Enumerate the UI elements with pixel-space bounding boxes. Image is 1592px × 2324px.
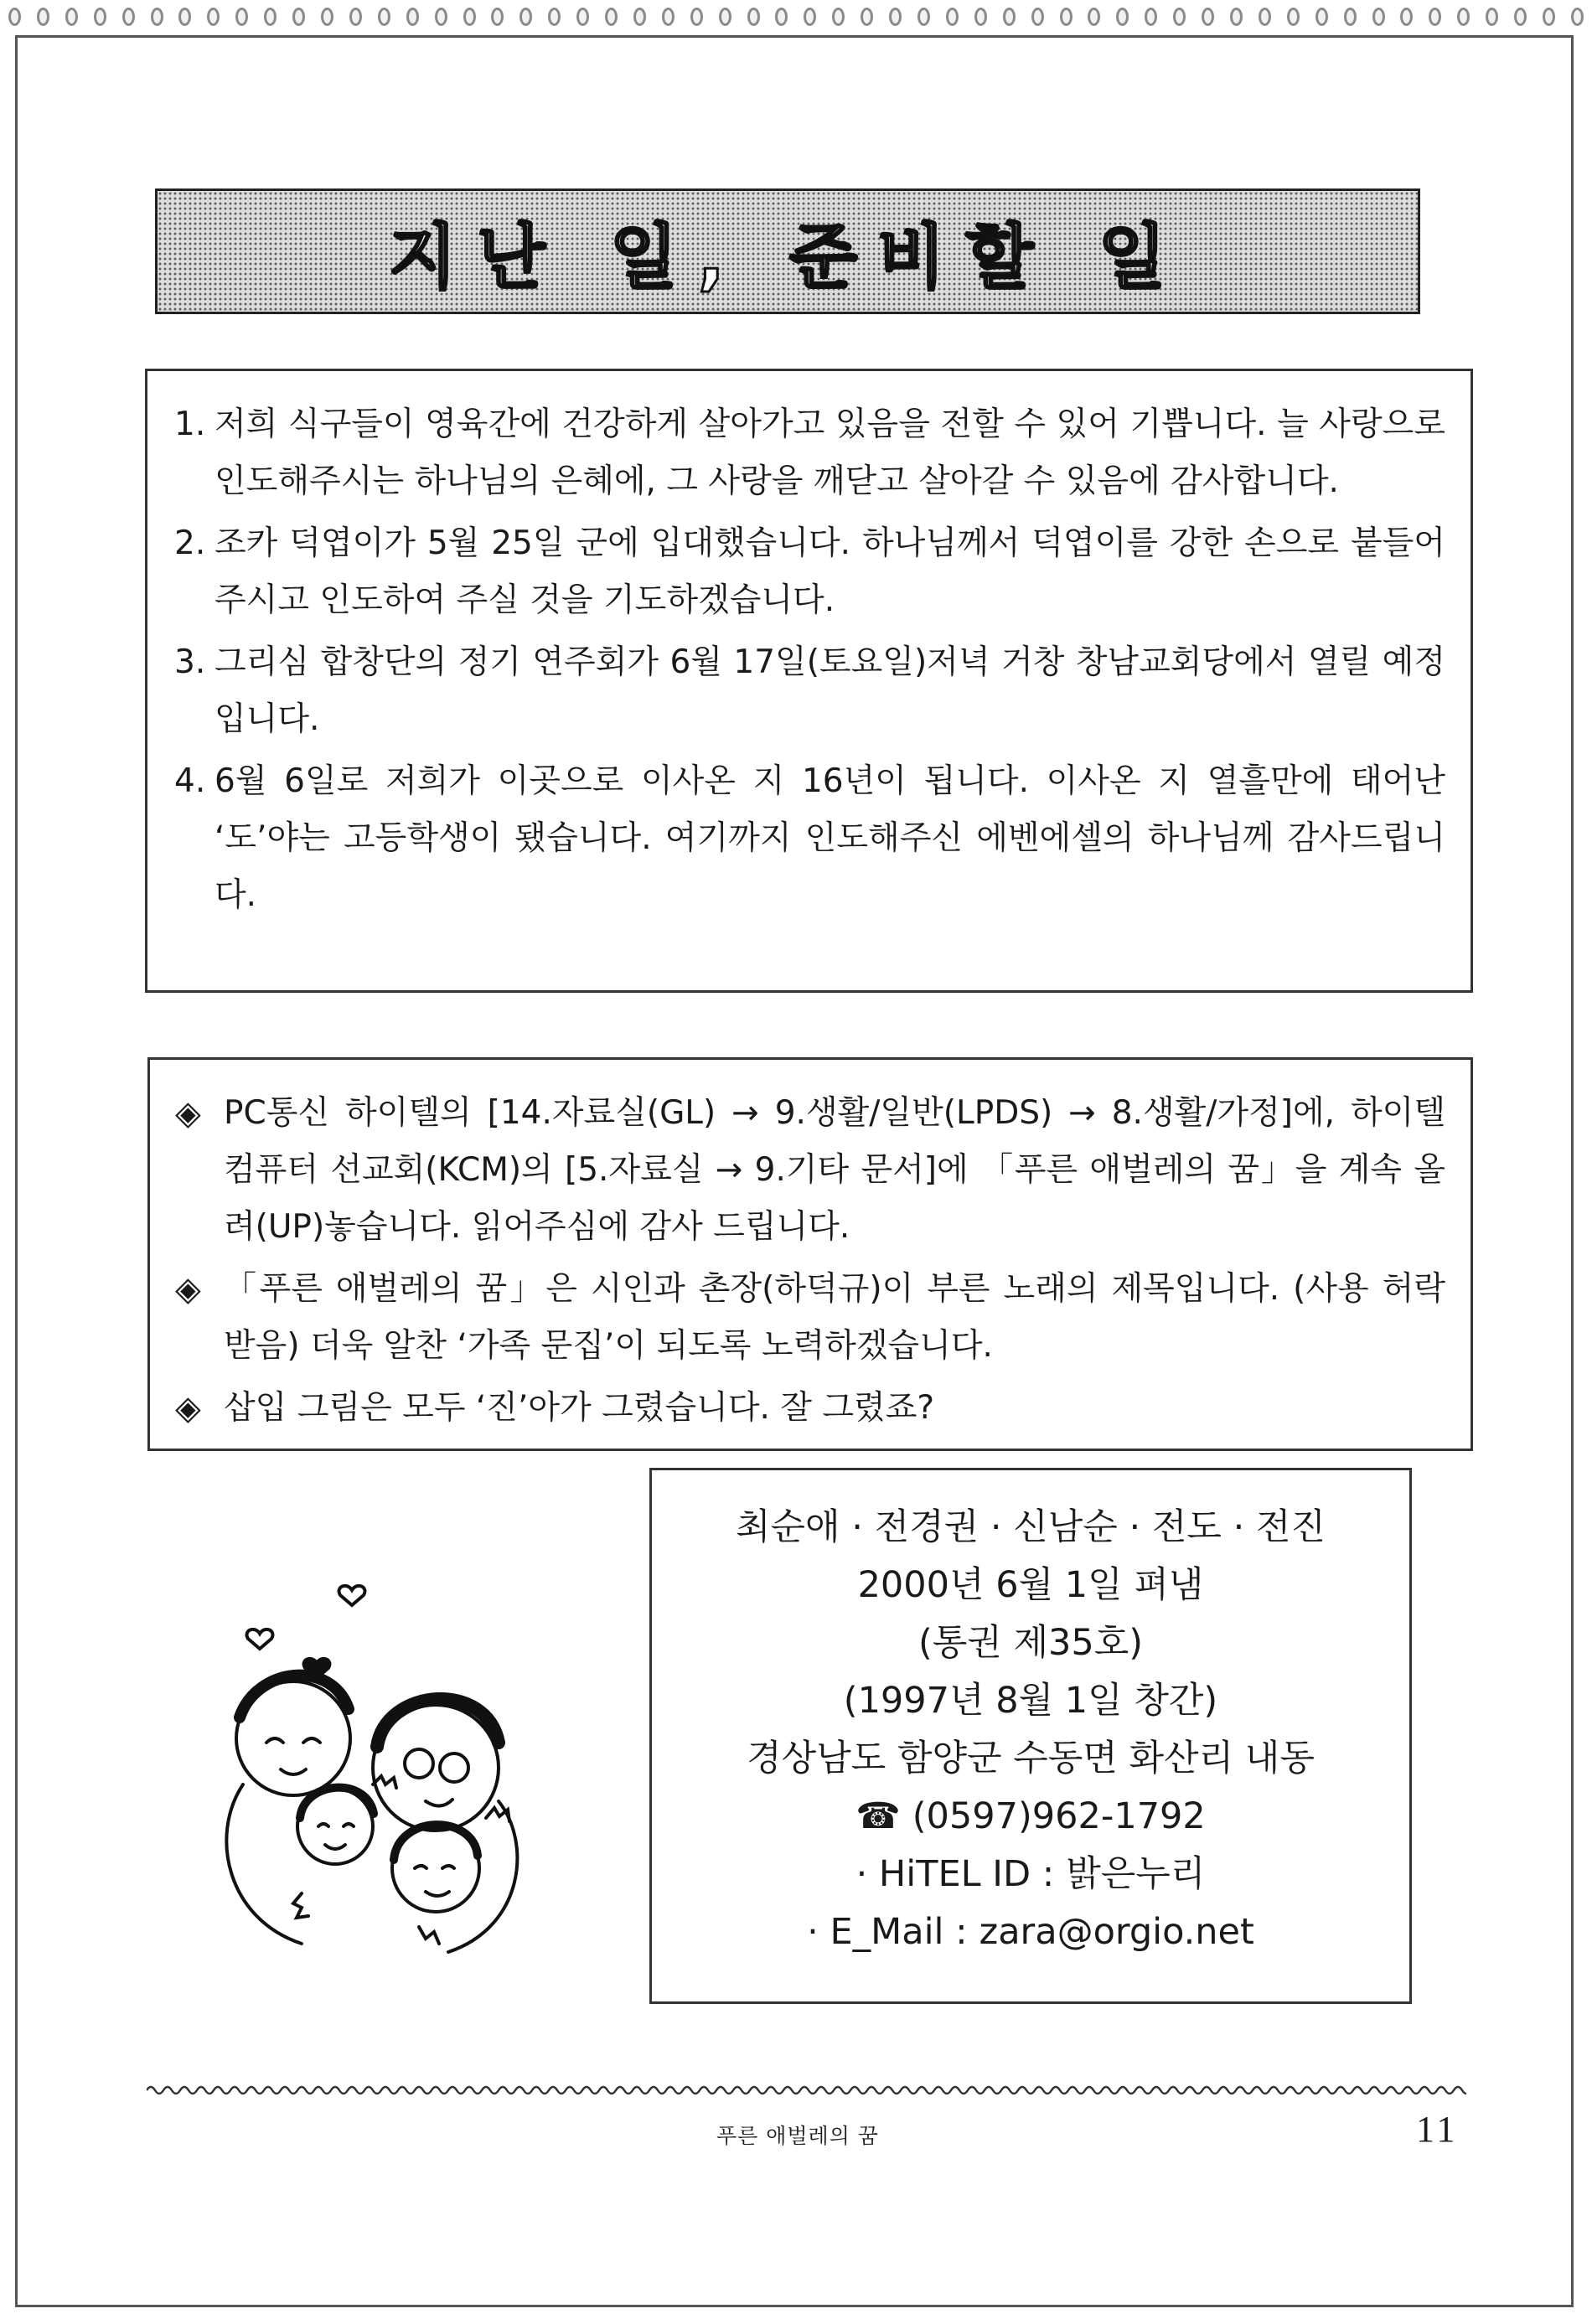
binding-ring: [292, 8, 305, 26]
news-item-text: 6월 6일로 저희가 이곳으로 이사온 지 16년이 됩니다. 이사온 지 열흘만에 태어난 ‘도’야는 고등학생이 됐습니다. 여기까지 인도해주신 에벤에셀의 하나님께 감사드립니다.: [215, 762, 1445, 914]
news-item-text: 그리심 합창단의 정기 연주회가 6월 17일(토요일)저녁 거창 창남교회당에서 열릴 예정입니다.: [215, 643, 1445, 738]
binding-ring: [37, 8, 49, 26]
news-item-number: 4.: [174, 762, 206, 800]
binding-ring: [178, 8, 191, 26]
binding-ring: [662, 8, 675, 26]
binding-ring: [1571, 8, 1584, 26]
news-box: [145, 369, 1473, 993]
binding-ring: [435, 8, 447, 26]
binding-ring: [719, 8, 731, 26]
hitel-line: [669, 1846, 1393, 1903]
diamond-bullet-icon: ◈: [175, 1094, 201, 1133]
binding-ring: [946, 8, 959, 26]
binding-ring: [1486, 8, 1498, 26]
binding-ring: [65, 8, 78, 26]
binding-ring: [8, 8, 21, 26]
binding-ring: [1457, 8, 1470, 26]
binding-ring: [463, 8, 476, 26]
binding-ring: [94, 8, 106, 26]
issue-number: (통권 제35호): [917, 1622, 1144, 1664]
notice-text: 「푸른 애벌레의 꿈」은 시인과 촌장(하덕규)이 부른 노래의 제목입니다. (사용 허락 받음) 더욱 알찬 ‘가족 문집’이 되도록 노력하겠습니다.: [224, 1270, 1445, 1365]
binding-ring: [1344, 8, 1357, 26]
binding-ring: [321, 8, 333, 26]
binding-ring: [548, 8, 561, 26]
section-title-banner: [155, 189, 1420, 314]
binding-ring: [804, 8, 816, 26]
founded-date: (1997년 8월 1일 창간): [843, 1680, 1218, 1722]
section-title: 지난 일, 준비할 일: [389, 215, 1186, 298]
news-item: [174, 753, 1445, 924]
binding-ring: [917, 8, 930, 26]
binding-ring: [1259, 8, 1271, 26]
binding-ring: [491, 8, 504, 26]
binding-ring: [406, 8, 419, 26]
binding-ring: [1514, 8, 1527, 26]
binding-ring: [1230, 8, 1243, 26]
binding-ring: [1145, 8, 1157, 26]
diamond-bullet-icon: ◈: [175, 1389, 201, 1428]
binding-ring: [1060, 8, 1073, 26]
binding-ring: [1372, 8, 1385, 26]
news-item: [174, 634, 1445, 748]
binding-ring: [861, 8, 873, 26]
binding-ring: [235, 8, 248, 26]
binding-ring: [1315, 8, 1328, 26]
news-item-number: 3.: [174, 643, 206, 681]
binding-ring: [1543, 8, 1555, 26]
binding-ring: [1031, 8, 1044, 26]
binding-ring: [775, 8, 788, 26]
binding-ring: [633, 8, 646, 26]
binding-ring: [1116, 8, 1129, 26]
publish-date: 2000년 6월 1일 펴냄: [857, 1564, 1204, 1606]
binding-ring: [1202, 8, 1214, 26]
news-item: [174, 515, 1445, 629]
page-number: 11: [1416, 2109, 1459, 2150]
phone-icon: ☎: [855, 1795, 901, 1837]
binding-ring: [519, 8, 532, 26]
news-item-text: 조카 덕엽이가 5월 25일 군에 입대했습니다. 하나님께서 덕엽이를 강한 손으로 붙들어 주시고 인도하여 주실 것을 기도하겠습니다.: [215, 524, 1445, 619]
notice-item: [175, 1380, 1445, 1437]
spiral-binding: [8, 5, 1584, 28]
binding-ring: [1429, 8, 1441, 26]
notice-item: [175, 1085, 1445, 1256]
binding-ring: [576, 8, 589, 26]
phone-number: (0597)962-1792: [912, 1795, 1206, 1837]
authors: 최순애 · 전경권 · 신남순 · 전도 · 전진: [735, 1506, 1326, 1548]
phone-line: [669, 1788, 1393, 1846]
news-item-text: 저희 식구들이 영육간에 건강하게 살아가고 있음을 전할 수 있어 기쁩니다. 늘 사랑으로 인도해주시는 하나님의 은혜에, 그 사랑을 깨닫고 살아갈 수 있음에 감사합니다.: [215, 405, 1445, 500]
binding-ring: [1400, 8, 1413, 26]
notice-box: [147, 1057, 1473, 1451]
binding-ring: [207, 8, 220, 26]
news-item-number: 2.: [174, 524, 206, 562]
hitel-label: · HiTEL ID :: [855, 1853, 1055, 1895]
binding-ring: [122, 8, 135, 26]
binding-ring: [974, 8, 987, 26]
binding-ring: [1287, 8, 1300, 26]
address: 경상남도 함양군 수동면 화산리 내동: [747, 1738, 1315, 1779]
diamond-bullet-icon: ◈: [175, 1270, 201, 1309]
binding-ring: [747, 8, 760, 26]
binding-ring: [1088, 8, 1100, 26]
family-drawing-icon: [209, 1575, 628, 1960]
binding-ring: [349, 8, 362, 26]
notice-text: 삽입 그림은 모두 ‘진’아가 그렸습니다. 잘 그렸죠?: [224, 1389, 935, 1427]
binding-ring: [690, 8, 703, 26]
email-label: · E_Mail :: [807, 1911, 968, 1953]
binding-ring: [1003, 8, 1016, 26]
binding-ring: [605, 8, 618, 26]
news-item: [174, 396, 1445, 510]
email-address: zara@orgio.net: [979, 1911, 1254, 1953]
colophon-box: [649, 1468, 1412, 2004]
hitel-id: 밝은누리: [1066, 1853, 1206, 1895]
footer-title: 푸른 애벌레의 꿈: [716, 2124, 879, 2148]
email-line: [669, 1903, 1393, 1961]
notice-item: [175, 1261, 1445, 1375]
notice-text: PC통신 하이텔의 [14.자료실(GL) → 9.생활/일반(LPDS) → 8.생활/가정]에, 하이텔 컴퓨터 선교회(KCM)의 [5.자료실 → 9.기타 문서]에 「푸른 애벌레의 꿈」을 계속 올려(UP)놓습니다. 읽어주심에 감사 드립니다.: [224, 1094, 1445, 1246]
binding-ring: [889, 8, 902, 26]
binding-ring: [264, 8, 277, 26]
wavy-divider: [147, 2078, 1466, 2103]
binding-ring: [378, 8, 390, 26]
binding-ring: [832, 8, 845, 26]
news-item-number: 1.: [174, 405, 206, 443]
binding-ring: [1173, 8, 1186, 26]
binding-ring: [151, 8, 163, 26]
